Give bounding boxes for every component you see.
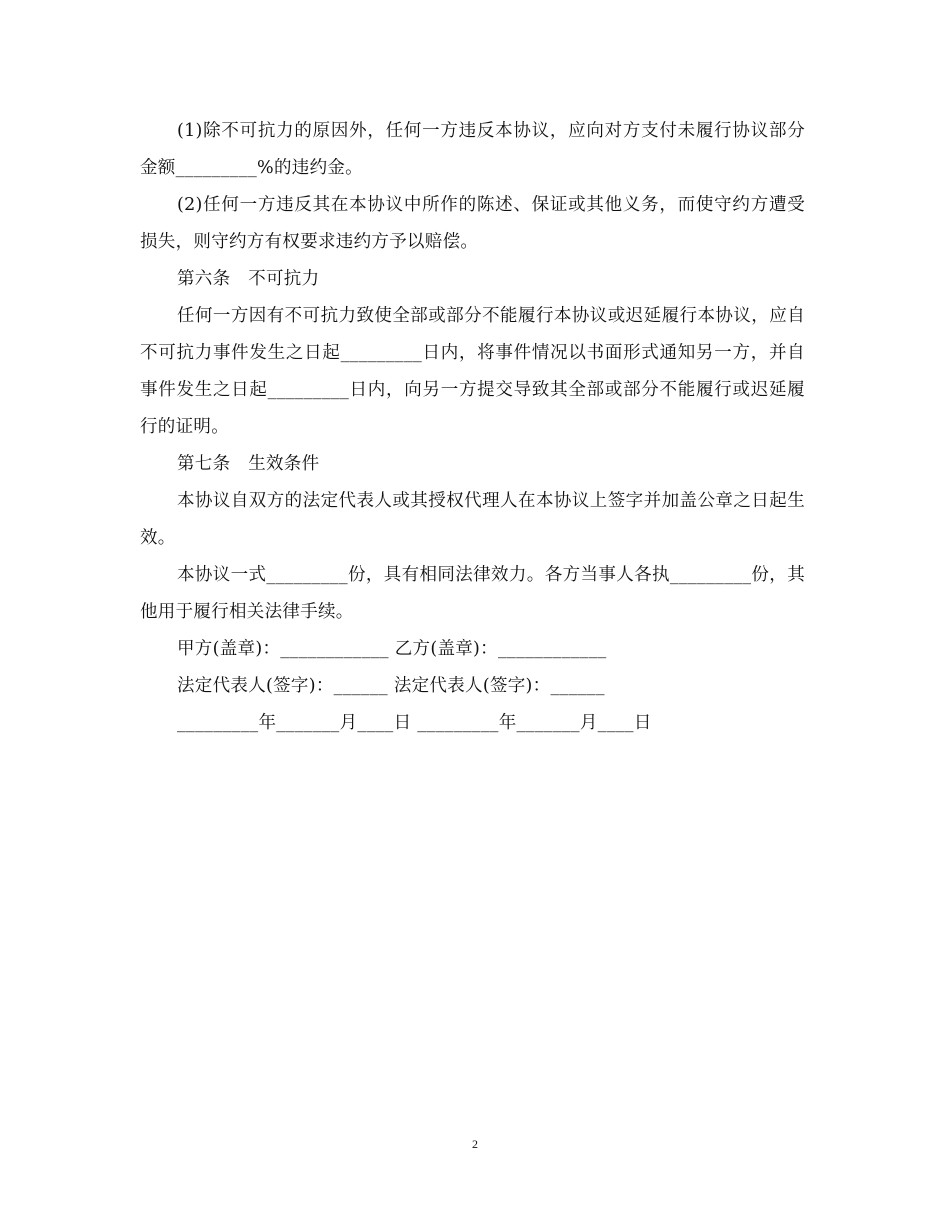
seal-signature-line: 甲方(盖章)：____________ 乙方(盖章)：____________: [177, 639, 607, 659]
clause-1-paragraph: (1)除不可抗力的原因外，任何一方违反本协议，应向对方支付未履行协议部分金额_________%的违约金。: [140, 121, 805, 178]
article-6-heading: 第六条 不可抗力: [177, 269, 320, 289]
document-body: [140, 113, 805, 742]
page-number: 2: [472, 1137, 478, 1151]
article-7-body-1: 本协议自双方的法定代表人或其授权代理人在本协议上签字并加盖公章之日起生效。: [140, 491, 805, 548]
clause-2-paragraph: (2)任何一方违反其在本协议中所作的陈述、保证或其他义务，而使守约方遭受损失，则守约方有权要求违约方予以赔偿。: [140, 195, 805, 252]
representative-signature-line: 法定代表人(签字)：______ 法定代表人(签字)：______: [177, 676, 605, 696]
date-line: _________年_______月____日 _________年_______月____日: [177, 713, 652, 733]
article-7-heading: 第七条 生效条件: [177, 454, 320, 474]
article-7-body-2: 本协议一式_________份，具有相同法律效力。各方当事人各执_________份，其他用于履行相关法律手续。: [140, 565, 805, 622]
article-6-body: 任何一方因有不可抗力致使全部或部分不能履行本协议或迟延履行本协议，应自不可抗力事件发生之日起_________日内，将事件情况以书面形式通知另一方，并自事件发生之日起_________日内，向另一方提交导致其全部或部分不能履行或迟延履行的证明。: [140, 306, 805, 437]
